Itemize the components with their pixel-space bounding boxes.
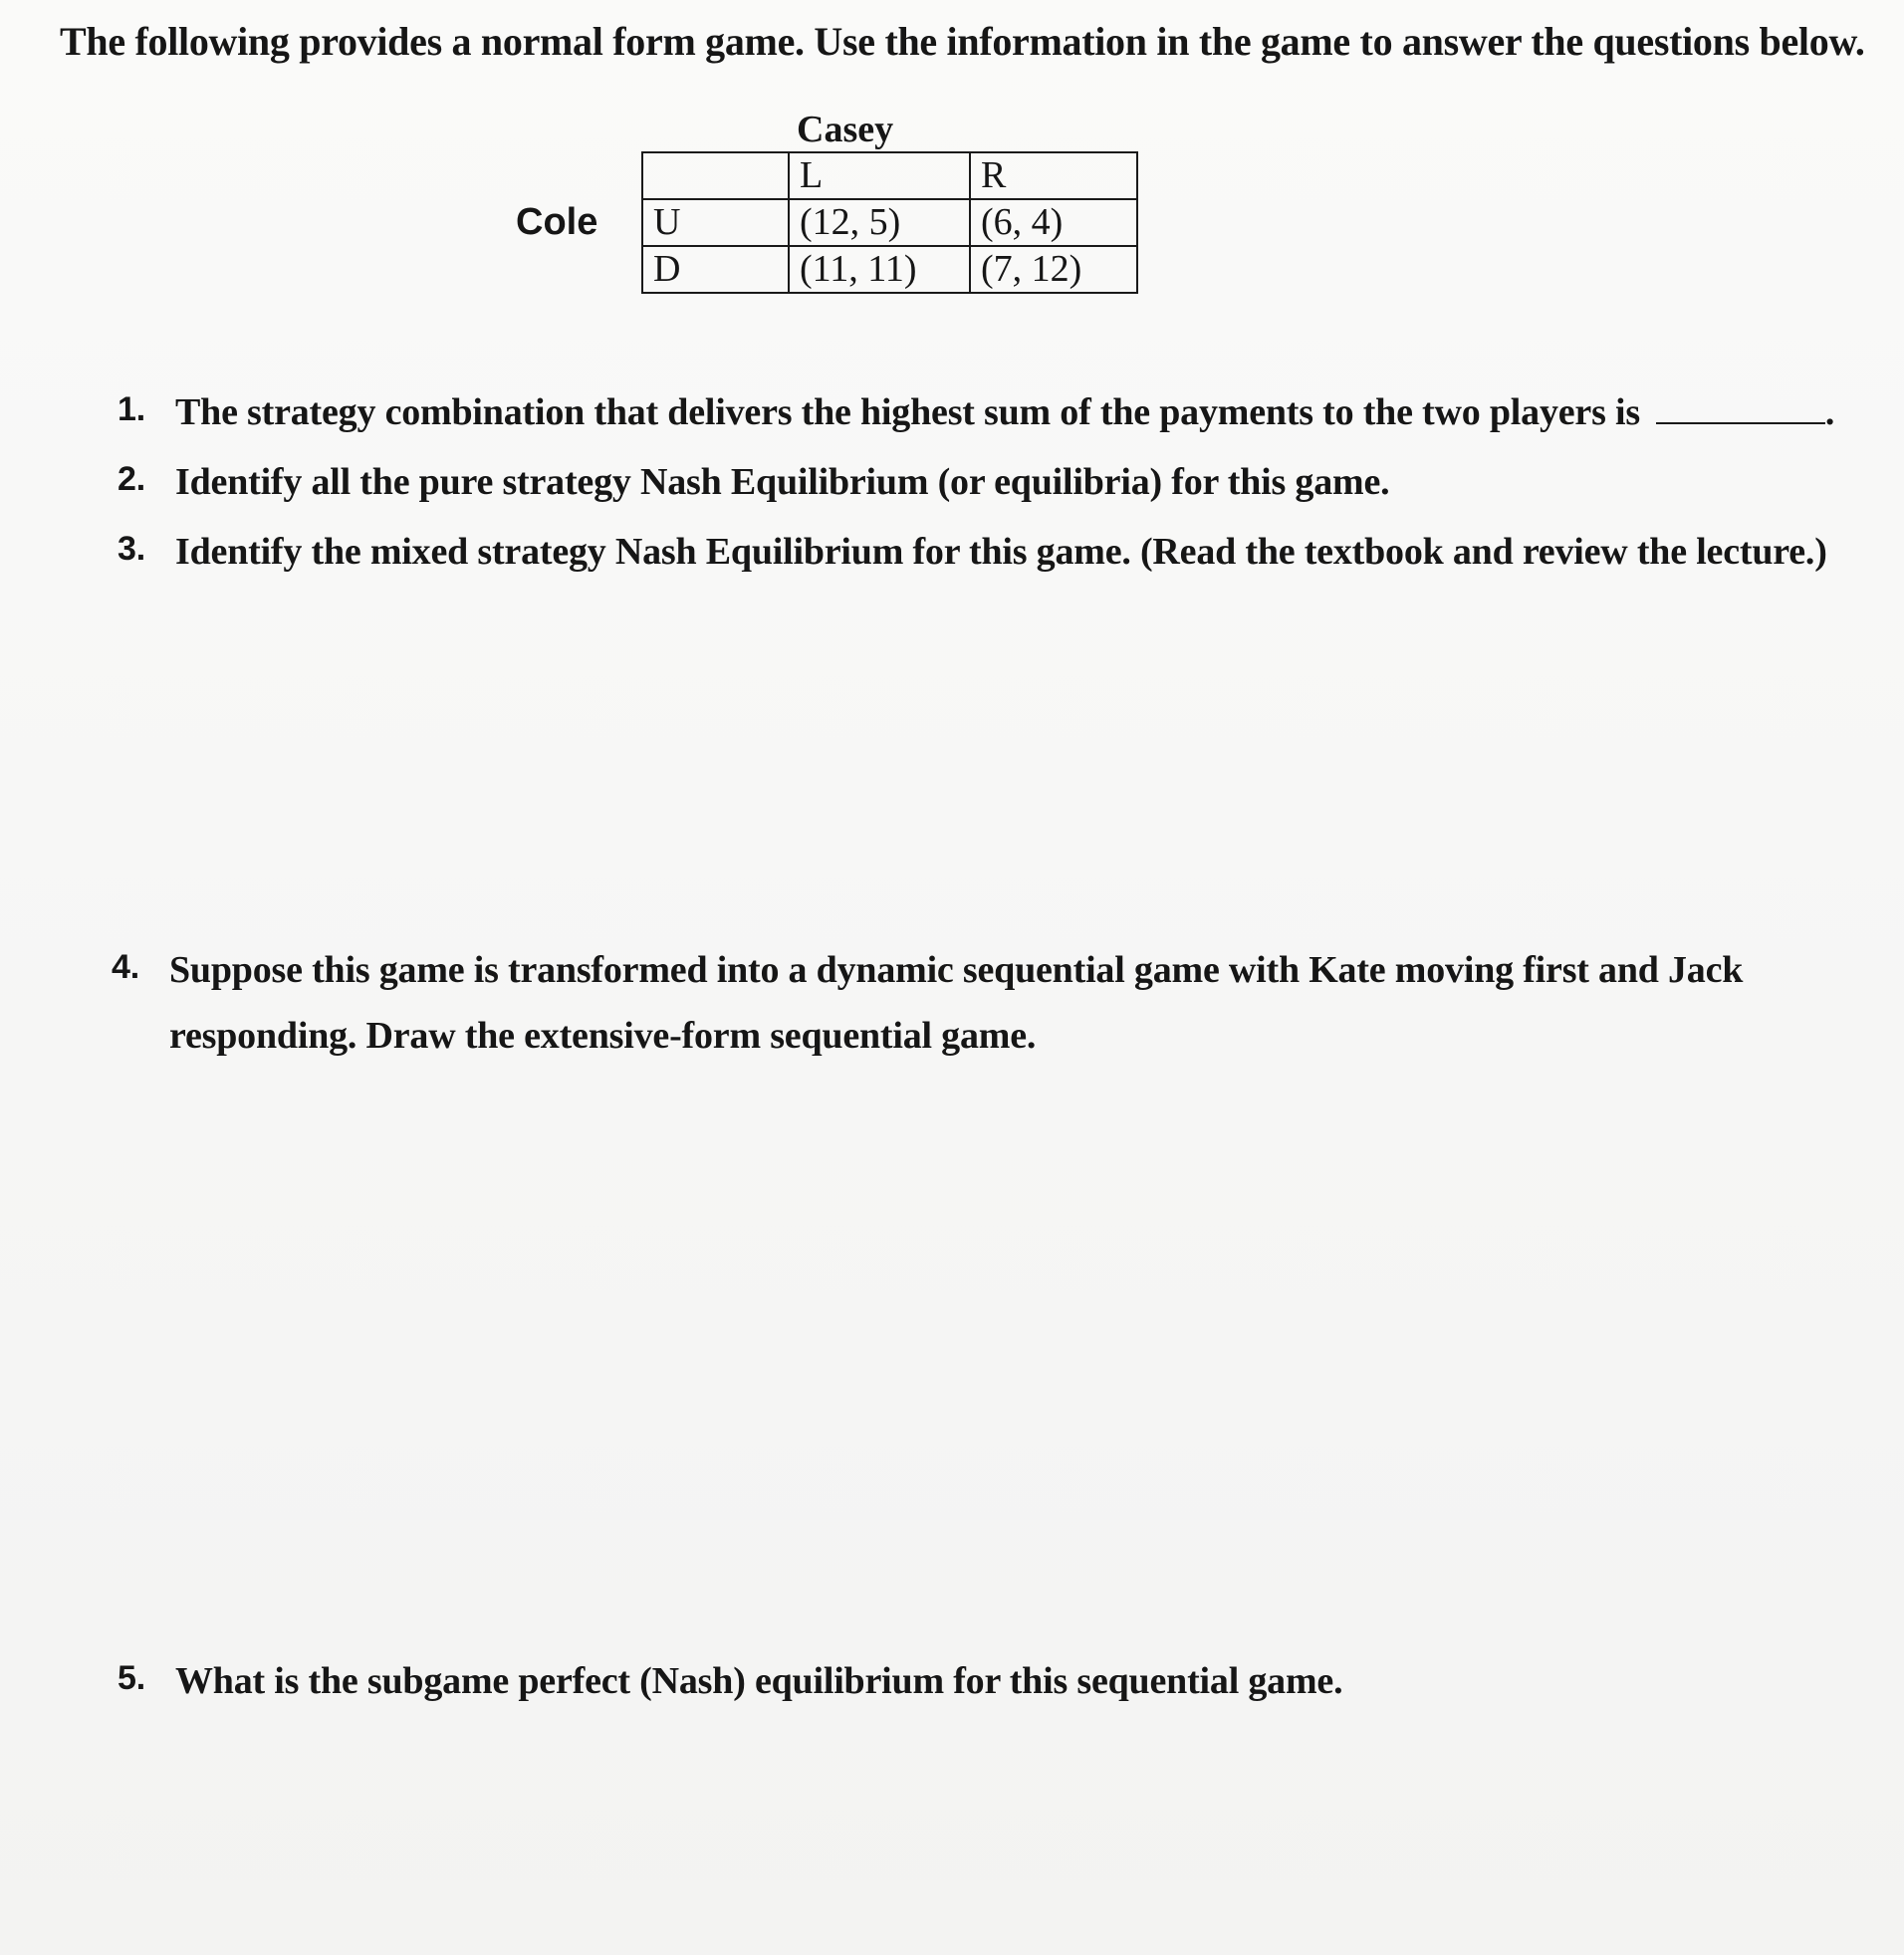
- row-strategy-u: U: [642, 199, 789, 246]
- question-text: What is the subgame perfect (Nash) equilibrium for this sequential game.: [175, 1660, 1343, 1702]
- payoff-matrix: [641, 151, 1138, 294]
- question-text: The strategy combination that delivers the highest sum of the payments to the two players is: [175, 391, 1640, 433]
- payoff-d-l: (11, 11): [789, 246, 970, 293]
- payoff-u-l: (12, 5): [789, 199, 970, 246]
- row-strategy-d: D: [642, 246, 789, 293]
- question-number: 1.: [118, 390, 145, 428]
- question-number: 4.: [112, 948, 139, 986]
- question-suffix: .: [1824, 391, 1835, 433]
- corner-cell: [642, 152, 789, 199]
- column-strategy-r: R: [970, 152, 1137, 199]
- payoff-row-u: [642, 199, 1137, 246]
- payoff-u-r: (6, 4): [970, 199, 1137, 246]
- question-number: 5.: [118, 1659, 145, 1697]
- question-text: Identify all the pure strategy Nash Equilibrium (or equilibria) for this game.: [175, 461, 1390, 503]
- payoff-d-r: (7, 12): [970, 246, 1137, 293]
- column-strategy-l: L: [789, 152, 970, 199]
- question-number: 3.: [118, 530, 145, 568]
- question-text: Identify the mixed strategy Nash Equilibrium for this game. (Read the textbook and review the lecture.): [175, 531, 1827, 573]
- answer-blank[interactable]: [1656, 392, 1825, 424]
- intro-text: The following provides a normal form game. Use the information in the game to answer the questions below.: [60, 19, 1865, 64]
- payoff-row-d: [642, 246, 1137, 293]
- header-row: [642, 152, 1137, 199]
- column-player-label: Casey: [797, 109, 894, 150]
- question-number: 2.: [118, 460, 145, 498]
- question-text: Suppose this game is transformed into a dynamic sequential game with Kate moving first and Jack: [169, 949, 1744, 991]
- row-player-label: Cole: [516, 201, 598, 243]
- question-text-line2: responding. Draw the extensive-form sequential game.: [169, 1015, 1037, 1057]
